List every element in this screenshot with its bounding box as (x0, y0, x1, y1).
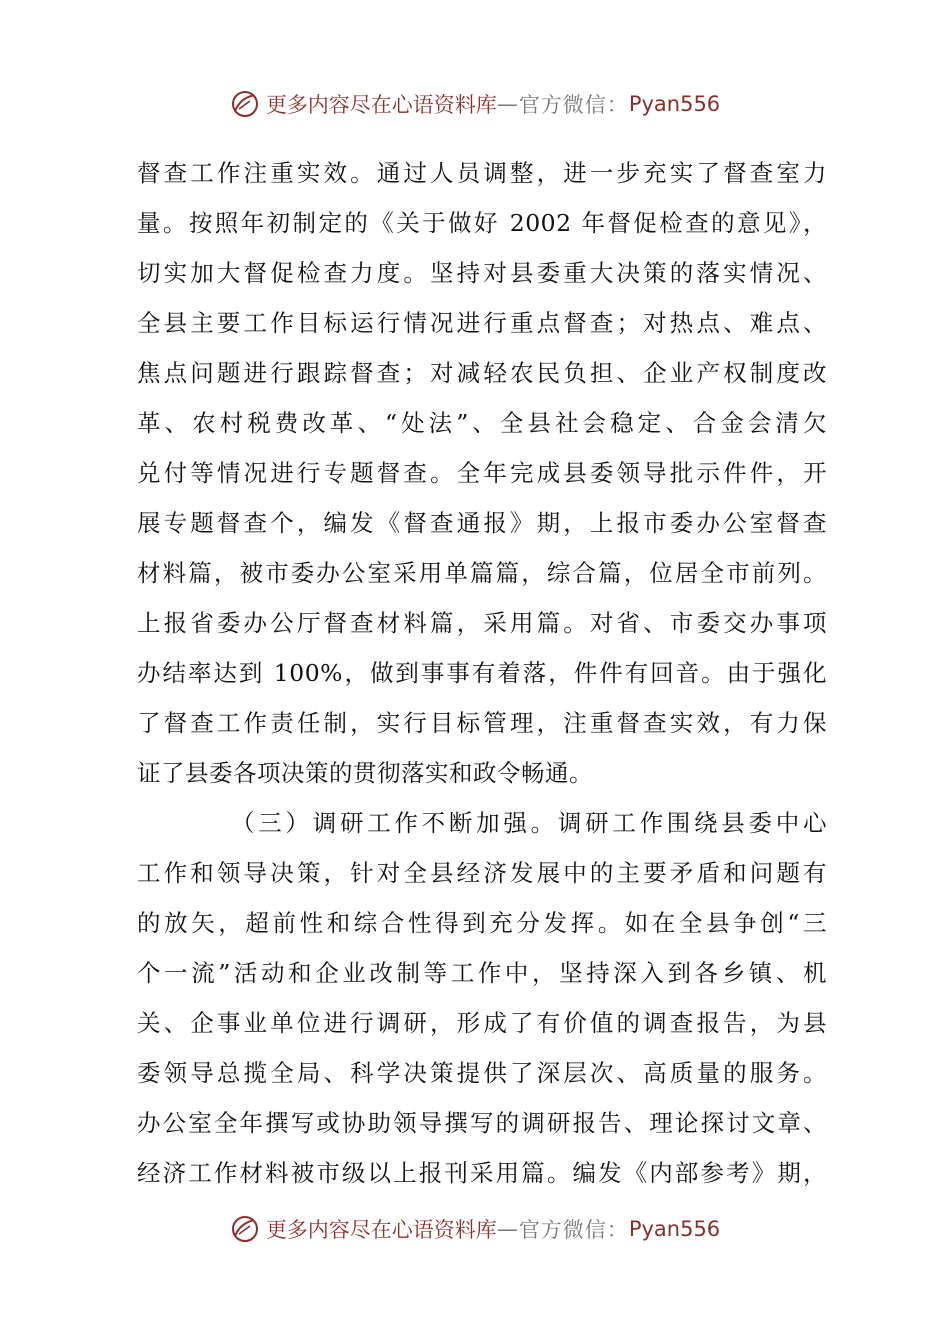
footer-watermark-banner (0, 1209, 950, 1249)
text-line: 切实加大督促检查力度。坚持对县委重大决策的落实情况、 (137, 259, 827, 287)
text-line: 了督查工作责任制，实行目标管理，注重督查实效，有力保 (137, 709, 827, 737)
text-line: 全县主要工作目标运行情况进行重点督查；对热点、难点、 (137, 309, 827, 337)
text-line: 个一流”活动和企业改制等工作中，坚持深入到各乡镇、机 (137, 959, 827, 987)
banner-wechat-label: 官方微信： (518, 93, 629, 117)
text-line: 办结率达到 100%，做到事事有着落，件件有回音。由于强化 (137, 659, 827, 687)
section-heading-line: （三）调研工作不断加强。调研工作围绕县委中心 (231, 809, 827, 837)
text-line: 办公室全年撰写或协助领导撰写的调研报告、理论探讨文章、 (137, 1109, 827, 1137)
signature-pen-logo-icon (230, 89, 260, 119)
banner-separator: — (496, 92, 519, 116)
text-line: 材料篇，被市委办公室采用单篇篇，综合篇，位居全市前列。 (137, 559, 827, 587)
text-line: 上报省委办公厅督查材料篇，采用篇。对省、市委交办事项 (137, 609, 827, 637)
banner-main-text: 更多内容尽在心语资料库 (265, 93, 497, 117)
text-line: 焦点问题进行跟踪督查；对减轻农民负担、企业产权制度改 (137, 359, 827, 387)
text-line: 的放矢，超前性和综合性得到充分发挥。如在全县争创“三 (137, 909, 827, 937)
document-body (137, 148, 827, 1198)
text-line: 量。按照年初制定的《关于做好 2002 年督促检查的意见》， (137, 209, 827, 237)
text-line: 关、企事业单位进行调研，形成了有价值的调查报告，为县 (137, 1009, 827, 1037)
text-line: 工作和领导决策，针对全县经济发展中的主要矛盾和问题有 (137, 859, 827, 887)
text-line: 兑付等情况进行专题督查。全年完成县委领导批示件件，开 (137, 459, 827, 487)
banner-wechat-label: 官方微信： (518, 1218, 629, 1242)
text-line: 展专题督查个，编发《督查通报》期，上报市委办公室督查 (137, 509, 827, 537)
signature-pen-logo-icon (230, 1214, 260, 1244)
text-line: 督查工作注重实效。通过人员调整，进一步充实了督查室力 (137, 159, 827, 187)
banner-main-text: 更多内容尽在心语资料库 (265, 1218, 497, 1242)
text-line: 证了县委各项决策的贯彻落实和政令畅通。 (137, 759, 593, 787)
text-line: 革、农村税费改革、“处法”、全县社会稳定、合金会清欠 (137, 409, 827, 437)
banner-separator: — (496, 1217, 519, 1241)
banner-wechat-id: Pyan556 (628, 1217, 721, 1241)
header-watermark-banner (0, 84, 950, 124)
text-line: 经济工作材料被市级以上报刊采用篇。编发《内部参考》期， (137, 1159, 827, 1187)
text-line: 委领导总揽全局、科学决策提供了深层次、高质量的服务。 (137, 1059, 827, 1087)
banner-wechat-id: Pyan556 (628, 92, 721, 116)
